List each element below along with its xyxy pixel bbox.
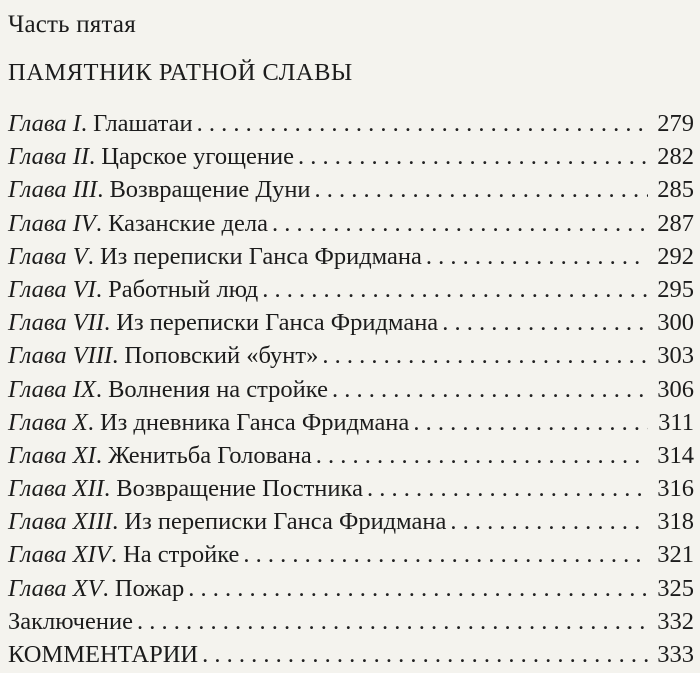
- toc-entry-label: Глава XII. Возвращение Постника: [8, 475, 363, 503]
- toc-page-number: 306: [657, 375, 694, 403]
- toc-chapter-number: Глава VIII: [8, 342, 113, 370]
- toc-leader-dots: [198, 638, 648, 671]
- toc-leader-dots: [363, 472, 648, 505]
- toc-entry: [8, 373, 694, 406]
- toc-leader-dots: [312, 439, 648, 472]
- toc-entry: [8, 107, 694, 140]
- toc-chapter-number: Глава II: [8, 143, 90, 171]
- toc-page-number: 318: [657, 508, 694, 536]
- toc-page-number: 303: [657, 342, 694, 370]
- toc-chapter-title: Заключение: [8, 607, 133, 635]
- toc-leader-dots: [446, 505, 648, 538]
- toc-chapter-number: Глава XIII: [8, 508, 113, 536]
- toc-chapter-title: На стройке: [123, 541, 240, 569]
- toc-chapter-title: Из дневника Ганса Фридмана: [99, 408, 410, 436]
- toc-leader-dots: [193, 107, 648, 140]
- toc-entry-label: Глава XIV. На стройке: [8, 541, 240, 569]
- part-title: ПАМЯТНИК РАТНОЙ СЛАВЫ: [8, 59, 353, 86]
- toc-entry: [8, 439, 694, 472]
- toc-chapter-title: Из переписки Ганса Фридмана: [116, 309, 439, 337]
- toc-leader-dots: [133, 605, 648, 638]
- toc-entry-label: Глава III. Возвращение Дуни: [8, 176, 311, 204]
- toc-chapter-title: КОММЕНТАРИИ: [8, 641, 199, 668]
- toc-leader-dots: [294, 140, 648, 173]
- toc-page-number: 295: [657, 275, 694, 303]
- toc-entry: [8, 173, 694, 206]
- toc-entry-label: Глава XV. Пожар: [8, 574, 185, 602]
- toc-leader-dots: [409, 406, 648, 439]
- toc-chapter-number: Глава I: [8, 110, 81, 137]
- toc-page-number: 321: [657, 541, 694, 569]
- toc-chapter-number: Глава IX: [8, 375, 96, 403]
- toc-entry: [8, 472, 694, 505]
- toc-entry-label: Глава VII. Из переписки Ганса Фридмана: [8, 309, 439, 337]
- toc-leader-dots: [184, 572, 648, 605]
- toc-entry: [8, 605, 694, 638]
- toc-page-number: 325: [657, 574, 694, 602]
- toc-entry-label: Глава V. Из переписки Ганса Фридмана: [8, 242, 422, 270]
- table-of-contents: [8, 107, 694, 671]
- toc-entry-label: Глава VIII. Поповский «бунт»: [8, 342, 319, 370]
- toc-entry: [8, 572, 694, 605]
- toc-chapter-number: Глава XII: [8, 475, 104, 503]
- toc-entry: [8, 406, 694, 439]
- toc-entry-label: Глава VI. Работный люд: [8, 275, 259, 303]
- toc-chapter-title: Возвращение Дуни: [109, 176, 311, 204]
- toc-chapter-title: Работный люд: [108, 275, 259, 303]
- toc-entry-label: [8, 638, 198, 671]
- toc-entry: [8, 207, 694, 240]
- toc-chapter-title: Казанские дела: [108, 209, 268, 237]
- toc-chapter-number: Глава VI: [8, 275, 96, 303]
- toc-page-number: 282: [657, 143, 694, 171]
- toc-leader-dots: [318, 339, 648, 372]
- toc-leader-dots: [438, 306, 648, 339]
- toc-entry-label: Глава IV. Казанские дела: [8, 209, 268, 237]
- toc-chapter-number: Глава VII: [8, 309, 104, 337]
- toc-chapter-number: Глава V: [8, 242, 88, 270]
- toc-chapter-number: Глава III: [8, 176, 98, 204]
- toc-entry-label: Глава II. Царское угощение: [8, 143, 294, 171]
- toc-chapter-title: Возвращение Постника: [116, 475, 363, 503]
- toc-entry: [8, 273, 694, 306]
- toc-page-number: 311: [658, 408, 694, 436]
- toc-chapter-title: Пожар: [114, 574, 185, 602]
- toc-chapter-title: Из переписки Ганса Фридмана: [124, 508, 447, 536]
- toc-page-number: 314: [657, 441, 694, 469]
- toc-leader-dots: [239, 538, 648, 571]
- toc-leader-dots: [311, 173, 648, 206]
- toc-entry: [8, 505, 694, 538]
- toc-chapter-title: Глашатаи: [93, 110, 193, 137]
- toc-leader-dots: [268, 207, 648, 240]
- toc-chapter-number: Глава XV: [8, 574, 103, 602]
- toc-chapter-number: Глава IV: [8, 209, 96, 237]
- toc-chapter-number: Глава XI: [8, 441, 96, 469]
- toc-entry-label: Глава X. Из дневника Ганса Фридмана: [8, 408, 410, 436]
- toc-entry: [8, 638, 694, 671]
- toc-page-number: 279: [657, 110, 694, 137]
- toc-entry: [8, 140, 694, 173]
- toc-page-number: 292: [657, 242, 694, 270]
- toc-chapter-number: Глава X: [8, 408, 88, 436]
- toc-page-number: 332: [657, 607, 694, 635]
- toc-entry: [8, 538, 694, 571]
- toc-chapter-title: Волнения на стройке: [108, 375, 328, 403]
- toc-page-number: 285: [657, 176, 694, 204]
- toc-leader-dots: [258, 273, 648, 306]
- toc-chapter-title: Из переписки Ганса Фридмана: [99, 242, 422, 270]
- toc-entry: [8, 339, 694, 372]
- toc-entry-label: Глава XI. Женитьба Голована: [8, 441, 312, 469]
- toc-entry-label: Глава IX. Волнения на стройке: [8, 375, 328, 403]
- toc-entry-label: Глава XIII. Из переписки Ганса Фридмана: [8, 508, 447, 536]
- toc-page-number: 316: [657, 475, 694, 503]
- toc-chapter-title: Царское угощение: [101, 143, 294, 171]
- toc-page-number: 333: [657, 641, 694, 668]
- toc-entry: [8, 306, 694, 339]
- toc-leader-dots: [328, 373, 648, 406]
- toc-page-number: 287: [657, 209, 694, 237]
- toc-entry: [8, 240, 694, 273]
- toc-entry-label: Глава I. Глашатаи: [8, 110, 193, 137]
- toc-chapter-title: Поповский «бунт»: [124, 342, 319, 370]
- toc-chapter-number: Глава XIV: [8, 541, 111, 569]
- part-label: Часть пятая: [8, 11, 136, 38]
- toc-entry-label: [8, 605, 133, 638]
- toc-leader-dots: [422, 240, 648, 273]
- toc-chapter-title: Женитьба Голована: [108, 441, 312, 469]
- toc-page-number: 300: [657, 309, 694, 337]
